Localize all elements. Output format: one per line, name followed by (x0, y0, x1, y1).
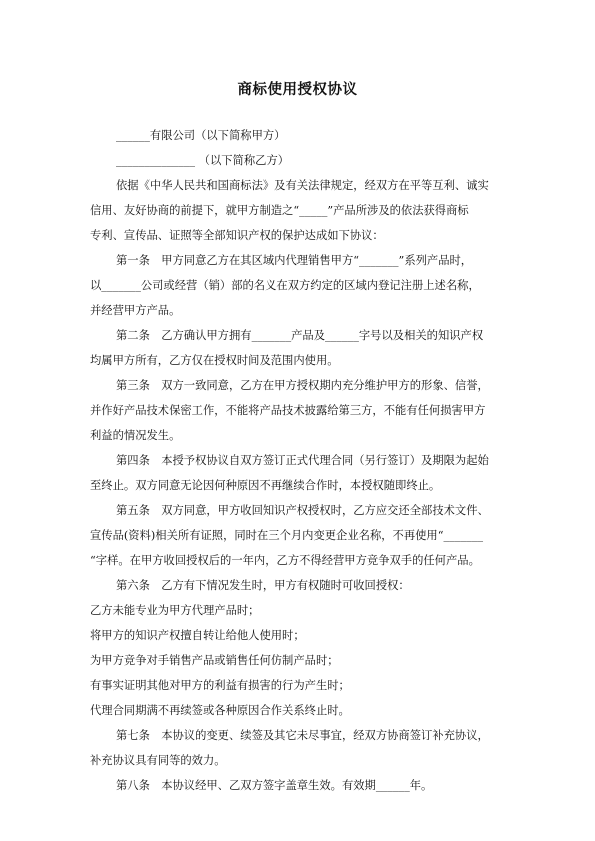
preamble-line-1: 依据《中华人民共和国商标法》及有关法律规定，经双方在平等互利、诚实 (116, 179, 489, 192)
article-5-line-2: 宣传品(资料)相关所有证照，同时在三个月内变更企业名称，不再使用“_______ (90, 529, 484, 542)
article-7-line-1: 第七条 本协议的变更、续签及其它未尽事宜，经双方协商签订补充协议， (116, 729, 489, 742)
document-title: 商标使用授权协议 (237, 82, 358, 98)
article-3-line-3: 利益的情况发生。 (90, 429, 181, 442)
article-2-line-1: 第二条 乙方确认甲方拥有_______产品及______字号以及相关的知识产权 (116, 329, 484, 342)
article-4-line-1: 第四条 本授予权协议自双方签订正式代理合同（另行签订）及期限为起始 (116, 454, 489, 467)
article-1-line-2: 以_______公司或经营（销）部的名义在双方约定的区域内登记注册上述名称， (90, 279, 480, 292)
article-6-item-4: 有事实证明其他对甲方的利益有损害的行为产生时； (90, 679, 350, 692)
article-6-item-2: 将甲方的知识产权擅自转让给他人使用时； (90, 629, 305, 642)
article-4-line-2: 至终止。双方同意无论因何种原因不再继续合作时，本授权随即终止。 (90, 479, 441, 492)
preamble-line-3: 专利、宣传品、证照等全部知识产权的保护达成如下协议： (90, 229, 384, 242)
article-2-line-2: 均属甲方所有，乙方仅在授权时间及范围内使用。 (90, 354, 339, 367)
article-3-line-2: 并作好产品技术保密工作，不能将产品技术披露给第三方，不能有任何损害甲方 (90, 404, 486, 417)
article-5-line-3: “字样。在甲方收回授权后的一年内，乙方不得经营甲方竞争双手的任何产品。 (90, 554, 480, 567)
article-8-line-1: 第八条 本协议经甲、乙双方签字盖章生效。有效期______年。 (116, 779, 433, 792)
article-1-line-3: 并经营甲方产品。 (90, 304, 181, 317)
article-5-line-1: 第五条 双方同意，甲方收回知识产权授权时，乙方应交还全部技术文件、 (116, 504, 489, 517)
article-3-line-1: 第三条 双方一致同意，乙方在甲方授权期内充分维护甲方的形象、信誉， (116, 379, 489, 392)
article-6-item-3: 为甲方竞争对手销售产品或销售任何仿制产品时； (90, 654, 339, 667)
preamble-line-2: 信用、友好协商的前提下，就甲方制造之“_____”产品所涉及的依法获得商标 (90, 204, 469, 217)
party-a-line: ______有限公司（以下简称甲方） (116, 129, 286, 142)
article-6-line-1: 第六条 乙方有下情况发生时，甲方有权随时可收回授权： (116, 579, 410, 592)
party-b-line: ______________ （以下简称乙方） (116, 154, 290, 167)
article-7-line-2: 补充协议具有同等的效力。 (90, 754, 226, 767)
article-6-item-1: 乙方未能专业为甲方代理产品时； (90, 604, 260, 617)
article-6-item-5: 代理合同期满不再续签或各种原因合作关系终止时。 (90, 704, 350, 717)
article-1-line-1: 第一条 甲方同意乙方在其区域内代理销售甲方“_______”系列产品时， (116, 254, 473, 267)
